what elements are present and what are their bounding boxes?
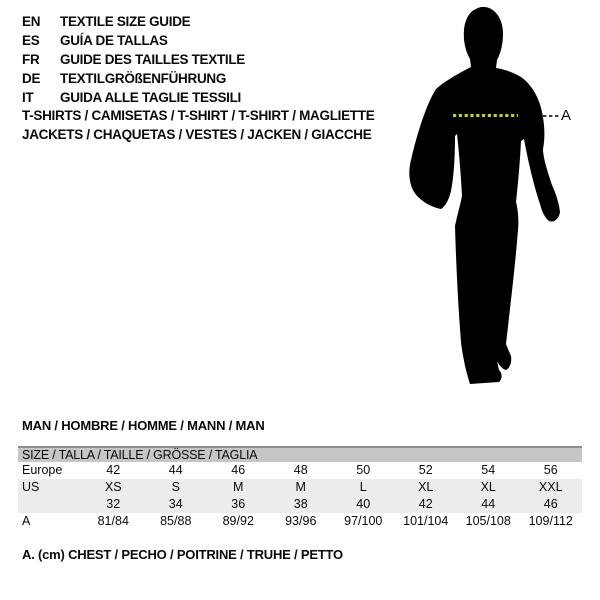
table-cell: 46: [543, 497, 558, 511]
table-cell: 32: [106, 497, 121, 511]
language-title-list: [22, 12, 245, 107]
table-cell: 54: [481, 463, 496, 477]
table-cell: M: [233, 480, 244, 494]
table-cell: 34: [168, 497, 183, 511]
size-table: [18, 446, 582, 530]
lang-title: GUIDA ALLE TAGLIE TESSILI: [60, 90, 241, 105]
table-cell: XL: [480, 480, 496, 494]
table-cell: 44: [168, 463, 183, 477]
lang-title: GUÍA DE TALLAS: [60, 33, 168, 48]
table-cell: 101/104: [403, 514, 449, 528]
lang-code: EN: [22, 14, 41, 29]
table-cell: 48: [293, 463, 308, 477]
row-label: US: [22, 480, 40, 494]
lang-row-es: [22, 31, 245, 50]
table-cell: 36: [231, 497, 246, 511]
table-cell: L: [359, 480, 367, 494]
table-row-us: [18, 479, 582, 496]
table-cell: XXL: [538, 480, 563, 494]
table-cell: 50: [356, 463, 371, 477]
table-cell: 40: [356, 497, 371, 511]
lang-code: FR: [22, 52, 40, 67]
table-cell: XL: [418, 480, 434, 494]
table-cell: S: [171, 480, 180, 494]
size-table-header: SIZE / TALLA / TAILLE / GRÖSSE / TAGLIA: [18, 446, 582, 462]
section-title-man: MAN / HOMBRE / HOMME / MANN / MAN: [22, 418, 265, 433]
table-cell: 46: [231, 463, 246, 477]
lang-code: IT: [22, 90, 34, 105]
table-cell: 42: [418, 497, 433, 511]
row-label: Europe: [22, 463, 63, 477]
table-cell: XS: [104, 480, 122, 494]
table-cell: 38: [293, 497, 308, 511]
row-label: A: [22, 514, 31, 528]
garment-categories: [22, 106, 374, 144]
chest-measure-label: A: [561, 107, 572, 124]
lang-title: GUIDE DES TAILLES TEXTILE: [60, 52, 246, 67]
category-jackets: JACKETS / CHAQUETAS / VESTES / JACKEN / GIACCHE: [22, 127, 372, 142]
table-cell: 97/100: [344, 514, 383, 528]
row-label: [18, 496, 82, 513]
lang-title: TEXTILE SIZE GUIDE: [60, 14, 191, 29]
table-row-europe: [18, 462, 582, 479]
lang-row-de: [22, 69, 245, 88]
table-cell: 105/108: [465, 514, 511, 528]
measure-footnote: A. (cm) CHEST / PECHO / POITRINE / TRUHE / PETTO: [22, 547, 343, 562]
man-silhouette-graphic: [400, 0, 580, 400]
table-cell: 44: [481, 497, 496, 511]
lang-title: TEXTILGRÖßENFÜHRUNG: [60, 71, 227, 86]
lang-row-fr: [22, 50, 245, 69]
man-silhouette-figure: [400, 0, 580, 400]
table-cell: 93/96: [285, 514, 317, 528]
table-cell: 42: [106, 463, 121, 477]
lang-row-it: [22, 88, 245, 107]
man-silhouette-shape: [409, 7, 560, 384]
lang-code: DE: [22, 71, 41, 86]
category-tshirts: T-SHIRTS / CAMISETAS / T-SHIRT / T-SHIRT / MAGLIETTE: [22, 108, 375, 123]
table-cell: 81/84: [97, 514, 129, 528]
table-cell: 85/88: [160, 514, 192, 528]
table-cell: 52: [418, 463, 433, 477]
lang-row-en: [22, 12, 245, 31]
table-row-chest-a: [18, 513, 582, 530]
lang-code: ES: [22, 33, 40, 48]
table-row-us-numeric: [18, 496, 582, 513]
table-cell: M: [295, 480, 306, 494]
table-band-us: [18, 479, 582, 513]
table-cell: 89/92: [222, 514, 254, 528]
table-cell: 109/112: [528, 514, 573, 528]
table-cell: 56: [543, 463, 558, 477]
